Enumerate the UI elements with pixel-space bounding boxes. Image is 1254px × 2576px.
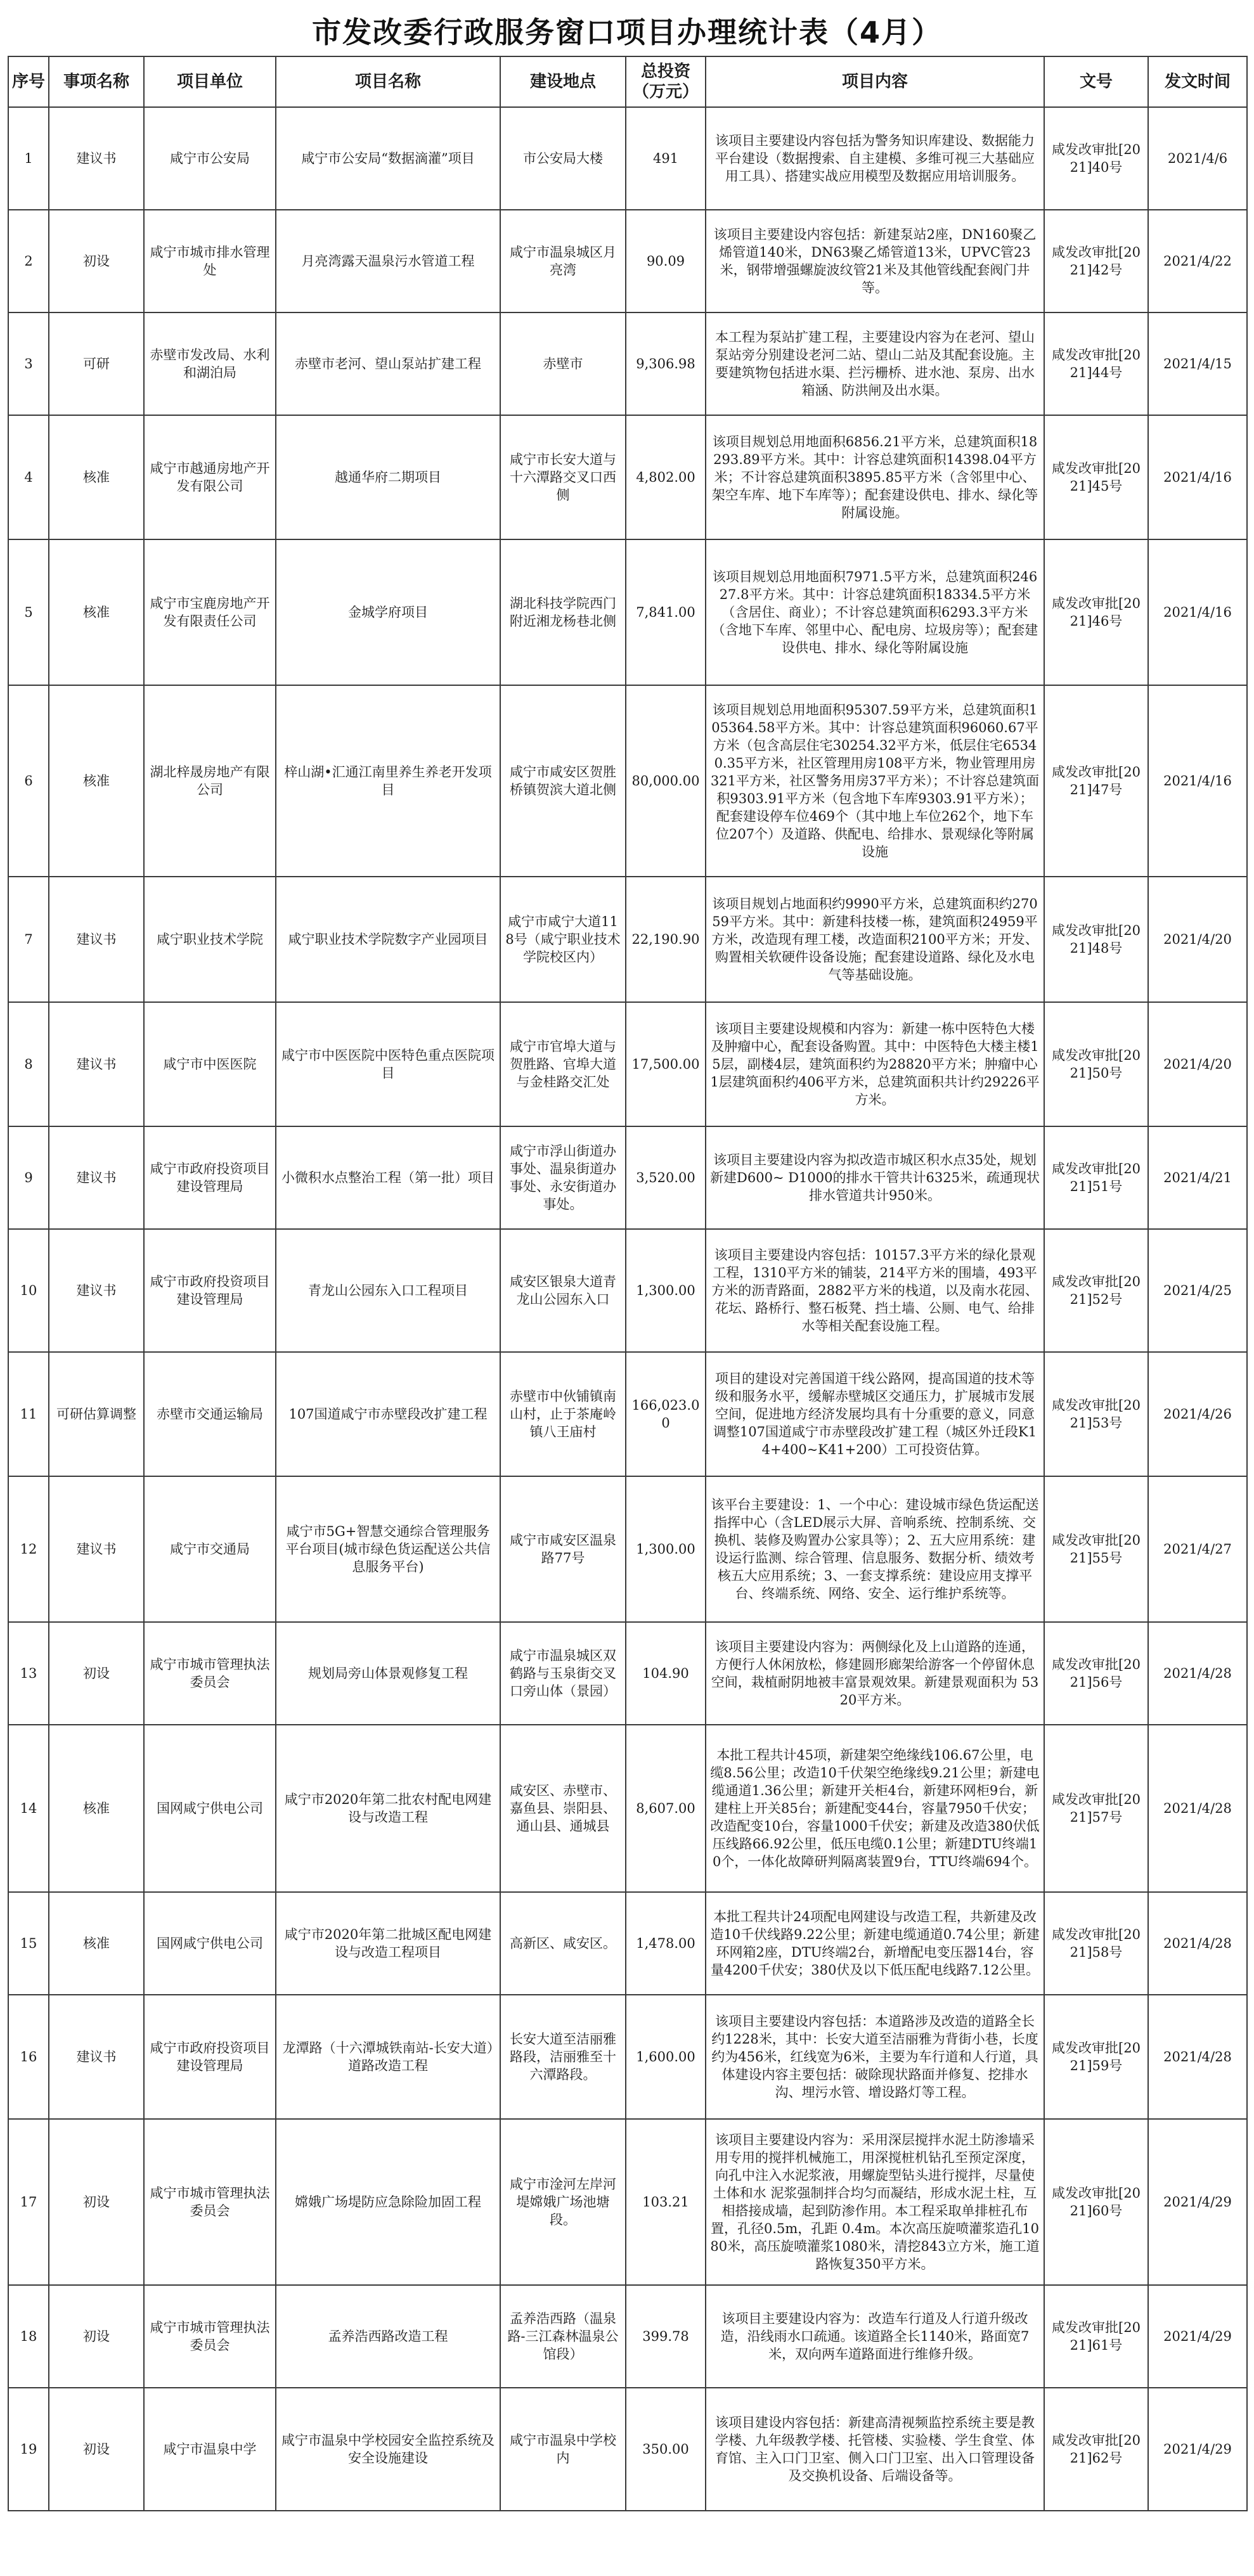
cell-seq: 3	[8, 312, 49, 415]
cell-date: 2021/4/28	[1148, 1995, 1247, 2119]
table-row	[8, 685, 1247, 877]
cell-name: 107国道咸宁市赤壁段改扩建工程	[276, 1352, 500, 1476]
cell-date: 2021/4/16	[1148, 685, 1247, 877]
cell-name: 咸宁市中医医院中医特色重点医院项目	[276, 1002, 500, 1126]
cell-location: 赤壁市中伙铺镇南山村，止于茶庵岭镇八王庙村	[500, 1352, 626, 1476]
cell-seq: 4	[8, 415, 49, 539]
table-row	[8, 1352, 1247, 1476]
cell-content: 该项目主要建设规模和内容为：新建一栋中医特色大楼及肿瘤中心，配套设备购置。其中：中医特色大楼主楼15层，副楼4层，建筑面积约为28820平方米；肿瘤中心1层建筑面积约406平方米，总建筑面积共计约29226平方米。	[706, 1002, 1044, 1126]
cell-date: 2021/4/22	[1148, 210, 1247, 312]
cell-type: 初设	[49, 1622, 144, 1725]
table-row	[8, 2119, 1247, 2285]
cell-doc: 咸发改审批[2021]48号	[1044, 877, 1148, 1002]
cell-name: 青龙山公园东入口工程项目	[276, 1229, 500, 1352]
cell-name: 规划局旁山体景观修复工程	[276, 1622, 500, 1725]
cell-type: 建议书	[49, 107, 144, 210]
cell-unit: 咸宁市温泉中学	[144, 2388, 276, 2511]
col-header-investment: 总投资（万元）	[626, 56, 706, 107]
cell-unit: 国网咸宁供电公司	[144, 1892, 276, 1995]
cell-location: 湖北科技学院西门附近湘龙杨巷北侧	[500, 539, 626, 685]
cell-doc: 咸发改审批[2021]51号	[1044, 1126, 1148, 1229]
cell-doc: 咸发改审批[2021]52号	[1044, 1229, 1148, 1352]
header-row	[8, 56, 1247, 107]
cell-name: 咸宁市5G+智慧交通综合管理服务平台项目(城市绿色货运配送公共信息服务平台)	[276, 1476, 500, 1622]
cell-date: 2021/4/16	[1148, 415, 1247, 539]
cell-doc: 咸发改审批[2021]55号	[1044, 1476, 1148, 1622]
cell-content: 该项目主要建设内容为拟改造市城区积水点35处，规划新建D600~ D1000的排水干管共计6325米，疏通现状排水管道共计950米。	[706, 1126, 1044, 1229]
cell-content: 该平台主要建设：1、一个中心：建设城市绿色货运配送指挥中心（含LED展示大屏、音响系统、控制系统、交换机、装修及购置办公家具等）；2、五大应用系统：建设运行监测、综合管理、信息服务、数据分析、绩效考核五大应用系统；3、一套支撑系统：建设应用支撑平台、终端系统、网络、安全、运行维护系统等。	[706, 1476, 1044, 1622]
col-header-doc: 文号	[1044, 56, 1148, 107]
cell-name: 龙潭路（十六潭城铁南站-长安大道）道路改造工程	[276, 1995, 500, 2119]
cell-name: 孟养浩西路改造工程	[276, 2285, 500, 2388]
cell-date: 2021/4/15	[1148, 312, 1247, 415]
cell-unit: 咸宁市城市排水管理处	[144, 210, 276, 312]
table-row	[8, 1476, 1247, 1622]
cell-unit: 咸宁市中医医院	[144, 1002, 276, 1126]
cell-doc: 咸发改审批[2021]45号	[1044, 415, 1148, 539]
col-header-type: 事项名称	[49, 56, 144, 107]
cell-type: 初设	[49, 2119, 144, 2285]
cell-content: 该项目建设内容包括：新建高清视频监控系统主要是教学楼、九年级教学楼、托管楼、实验楼、学生食堂、体育馆、主入口门卫室、侧入口门卫室、出入口管理设备及交换机设备、后端设备等。	[706, 2388, 1044, 2511]
table-row	[8, 1892, 1247, 1995]
cell-investment: 22,190.90	[626, 877, 706, 1002]
cell-location: 咸宁市浮山街道办事处、温泉街道办事处、永安街道办事处。	[500, 1126, 626, 1229]
cell-investment: 8,607.00	[626, 1725, 706, 1892]
cell-investment: 80,000.00	[626, 685, 706, 877]
cell-unit: 咸宁市宝鹿房地产开发有限责任公司	[144, 539, 276, 685]
cell-unit: 咸宁市政府投资项目建设管理局	[144, 1995, 276, 2119]
cell-seq: 13	[8, 1622, 49, 1725]
cell-doc: 咸发改审批[2021]53号	[1044, 1352, 1148, 1476]
cell-name: 咸宁职业技术学院数字产业园项目	[276, 877, 500, 1002]
cell-seq: 18	[8, 2285, 49, 2388]
table-row	[8, 1622, 1247, 1725]
cell-unit: 咸宁市城市管理执法委员会	[144, 2285, 276, 2388]
cell-date: 2021/4/29	[1148, 2388, 1247, 2511]
col-header-date: 发文时间	[1148, 56, 1247, 107]
cell-doc: 咸发改审批[2021]62号	[1044, 2388, 1148, 2511]
cell-seq: 9	[8, 1126, 49, 1229]
cell-seq: 17	[8, 2119, 49, 2285]
cell-location: 咸宁市淦河左岸河堤嫦娥广场池塘段。	[500, 2119, 626, 2285]
table-row	[8, 415, 1247, 539]
cell-investment: 4,802.00	[626, 415, 706, 539]
cell-type: 核准	[49, 539, 144, 685]
cell-location: 孟养浩西路（温泉路-三江森林温泉公馆段）	[500, 2285, 626, 2388]
cell-type: 可研	[49, 312, 144, 415]
cell-seq: 6	[8, 685, 49, 877]
cell-investment: 104.90	[626, 1622, 706, 1725]
table-row	[8, 210, 1247, 312]
cell-date: 2021/4/28	[1148, 1892, 1247, 1995]
cell-unit: 咸宁市交通局	[144, 1476, 276, 1622]
cell-seq: 19	[8, 2388, 49, 2511]
cell-type: 建议书	[49, 1002, 144, 1126]
cell-type: 建议书	[49, 1126, 144, 1229]
cell-date: 2021/4/20	[1148, 877, 1247, 1002]
cell-type: 建议书	[49, 877, 144, 1002]
cell-name: 咸宁市2020年第二批农村配电网建设与改造工程	[276, 1725, 500, 1892]
cell-unit: 咸宁市越通房地产开发有限公司	[144, 415, 276, 539]
cell-doc: 咸发改审批[2021]57号	[1044, 1725, 1148, 1892]
cell-content: 项目的建设对完善国道干线公路网，提高国道的技术等级和服务水平，缓解赤壁城区交通压力，扩展城市发展空间，促进地方经济发展均具有十分重要的意义，同意调整107国道咸宁市赤壁段改扩建工程（城区外迁段K14+400~K41+200）工可投资估算。	[706, 1352, 1044, 1476]
cell-name: 咸宁市温泉中学校园安全监控系统及安全设施建设	[276, 2388, 500, 2511]
cell-date: 2021/4/26	[1148, 1352, 1247, 1476]
cell-seq: 11	[8, 1352, 49, 1476]
cell-doc: 咸发改审批[2021]61号	[1044, 2285, 1148, 2388]
cell-date: 2021/4/25	[1148, 1229, 1247, 1352]
cell-unit: 湖北梓晟房地产有限公司	[144, 685, 276, 877]
cell-location: 市公安局大楼	[500, 107, 626, 210]
col-header-seq: 序号	[8, 56, 49, 107]
cell-doc: 咸发改审批[2021]42号	[1044, 210, 1148, 312]
cell-location: 咸宁市长安大道与十六潭路交叉口西侧	[500, 415, 626, 539]
cell-investment: 399.78	[626, 2285, 706, 2388]
col-header-content: 项目内容	[706, 56, 1044, 107]
cell-content: 该项目规划总用地面积95307.59平方米，总建筑面积105364.58平方米。其中：计容总建筑面积96060.67平方米（包含高层住宅30254.32平方米，低层住宅65340.35平方米，社区管理用房108平方米，物业管理用房321平方米，社区警务用房37平方米）；不计容总建筑面积9303.91平方米（包含地下车库9303.91平方米）；配套建设停车位469个（其中地上车位262个，地下车位207个）及道路、供配电、给排水、景观绿化等附属设施	[706, 685, 1044, 877]
col-header-unit: 项目单位	[144, 56, 276, 107]
cell-date: 2021/4/29	[1148, 2119, 1247, 2285]
cell-location: 咸宁市咸安区贺胜桥镇贺滨大道北侧	[500, 685, 626, 877]
table-row	[8, 539, 1247, 685]
cell-investment: 9,306.98	[626, 312, 706, 415]
cell-doc: 咸发改审批[2021]40号	[1044, 107, 1148, 210]
cell-name: 嫦娥广场堤防应急除险加固工程	[276, 2119, 500, 2285]
cell-seq: 10	[8, 1229, 49, 1352]
cell-unit: 赤壁市交通运输局	[144, 1352, 276, 1476]
cell-doc: 咸发改审批[2021]59号	[1044, 1995, 1148, 2119]
table-row	[8, 107, 1247, 210]
cell-seq: 14	[8, 1725, 49, 1892]
cell-name: 小微积水点整治工程（第一批）项目	[276, 1126, 500, 1229]
cell-content: 该项目主要建设内容包括为警务知识库建设、数据能力平台建设（数据搜索、自主建模、多维可视三大基础应用工具）、搭建实战应用模型及数据应用培训服务。	[706, 107, 1044, 210]
cell-type: 核准	[49, 1892, 144, 1995]
cell-seq: 12	[8, 1476, 49, 1622]
cell-location: 高新区、咸安区。	[500, 1892, 626, 1995]
cell-location: 赤壁市	[500, 312, 626, 415]
project-table	[8, 56, 1248, 2511]
cell-type: 核准	[49, 415, 144, 539]
cell-type: 核准	[49, 1725, 144, 1892]
cell-location: 咸宁市官埠大道与贺胜路、官埠大道与金桂路交汇处	[500, 1002, 626, 1126]
cell-name: 咸宁市2020年第二批城区配电网建设与改造工程项目	[276, 1892, 500, 1995]
cell-type: 建议书	[49, 1476, 144, 1622]
cell-seq: 7	[8, 877, 49, 1002]
cell-investment: 491	[626, 107, 706, 210]
table-row	[8, 877, 1247, 1002]
cell-unit: 咸宁市政府投资项目建设管理局	[144, 1229, 276, 1352]
cell-doc: 咸发改审批[2021]44号	[1044, 312, 1148, 415]
cell-content: 该项目主要建设内容为：采用深层搅拌水泥土防渗墙采用专用的搅拌机械施工，用深搅桩机钻孔至预定深度，向孔中注入水泥浆液，用螺旋型钻头进行搅拌，尽量使土体和水 泥浆强制拌合均匀而凝结，形成水泥土柱，互相搭接成墙，起到防渗作用。本工程采取单排桩孔布置，孔径0.5m，孔距 0.4m。本次高压旋喷灌浆造孔1080米，高压旋喷灌浆1080米，清挖843立方米，施工道路恢复350平方米。	[706, 2119, 1044, 2285]
cell-investment: 1,300.00	[626, 1229, 706, 1352]
cell-content: 该项目规划总用地面积6856.21平方米，总建筑面积18293.89平方米。其中：计容总建筑面积14398.04平方米；不计容总建筑面积3895.85平方米（含邻里中心、架空车库、地下车库等）；配套建设供电、排水、绿化等附属设施。	[706, 415, 1044, 539]
cell-content: 本批工程共计24项配电网建设与改造工程，共新建及改造10千伏线路9.22公里；新建电缆通道0.74公里；新建环网箱2座，DTU终端2台，新增配电变压器14台，容量4200千伏安；380伏及以下低压配电线路7.12公里。	[706, 1892, 1044, 1995]
cell-investment: 350.00	[626, 2388, 706, 2511]
cell-location: 咸宁市温泉城区双鹤路与玉泉街交叉口旁山体（景园）	[500, 1622, 626, 1725]
col-header-name: 项目名称	[276, 56, 500, 107]
cell-content: 该项目主要建设内容包括：10157.3平方米的绿化景观工程，1310平方米的铺装，214平方米的围墙，493平方米的沥青路面，2882平方米的栈道，以及南水花园、花坛、路桥行、整石板凳、挡土墙、公厕、电气、给排水等相关配套设施工程。	[706, 1229, 1044, 1352]
cell-content: 该项目规划总用地面积7971.5平方米，总建筑面积24627.8平方米。其中：计容总建筑面积18334.5平方米（含居住、商业）；不计容总建筑面积6293.3平方米（含地下车库、邻里中心、配电房、垃圾房等）；配套建设供电、排水、绿化等附属设施	[706, 539, 1044, 685]
cell-date: 2021/4/29	[1148, 2285, 1247, 2388]
cell-investment: 3,520.00	[626, 1126, 706, 1229]
table-row	[8, 312, 1247, 415]
table-row	[8, 1725, 1247, 1892]
cell-type: 核准	[49, 685, 144, 877]
cell-name: 越通华府二期项目	[276, 415, 500, 539]
cell-seq: 2	[8, 210, 49, 312]
cell-content: 该项目主要建设内容包括：新建泵站2座，DN160聚乙烯管道140米，DN63聚乙烯管道13米，UPVC管23米，钢带增强螺旋波纹管21米及其他管线配套阀门井等。	[706, 210, 1044, 312]
cell-doc: 咸发改审批[2021]47号	[1044, 685, 1148, 877]
cell-name: 金城学府项目	[276, 539, 500, 685]
cell-unit: 咸宁市政府投资项目建设管理局	[144, 1126, 276, 1229]
cell-seq: 8	[8, 1002, 49, 1126]
cell-date: 2021/4/20	[1148, 1002, 1247, 1126]
cell-seq: 1	[8, 107, 49, 210]
cell-location: 长安大道至洁丽雅路段，洁丽雅至十六潭路段。	[500, 1995, 626, 2119]
cell-date: 2021/4/16	[1148, 539, 1247, 685]
cell-type: 可研估算调整	[49, 1352, 144, 1476]
cell-content: 该项目主要建设内容包括：本道路涉及改造的道路全长约1228米，其中：长安大道至洁丽雅为背街小巷，长度约为456米，红线宽为6米，主要为车行道和人行道，具体建设内容主要包括：破除现状路面并修复、挖排水沟、埋污水管、增设路灯等工程。	[706, 1995, 1044, 2119]
cell-type: 建议书	[49, 1995, 144, 2119]
cell-doc: 咸发改审批[2021]50号	[1044, 1002, 1148, 1126]
cell-seq: 15	[8, 1892, 49, 1995]
cell-name: 月亮湾露天温泉污水管道工程	[276, 210, 500, 312]
cell-investment: 1,300.00	[626, 1476, 706, 1622]
cell-date: 2021/4/28	[1148, 1725, 1247, 1892]
cell-location: 咸宁市咸安区温泉路77号	[500, 1476, 626, 1622]
cell-unit: 国网咸宁供电公司	[144, 1725, 276, 1892]
cell-type: 初设	[49, 210, 144, 312]
cell-location: 咸宁市温泉城区月亮湾	[500, 210, 626, 312]
cell-name: 咸宁市公安局“数据滴灌”项目	[276, 107, 500, 210]
cell-type: 初设	[49, 2285, 144, 2388]
cell-seq: 5	[8, 539, 49, 685]
page-title: 市发改委行政服务窗口项目办理统计表（4月）	[311, 15, 942, 49]
cell-content: 该项目主要建设内容为：两侧绿化及上山道路的连通，方便行人休闲放松，修建圆形廊架给游客一个停留休息空间，栽植耐阴地被丰富景观效果。新建景观面积为 5320平方米。	[706, 1622, 1044, 1725]
cell-content: 本批工程共计45项，新建架空绝缘线106.67公里，电缆8.56公里；改造10千伏架空绝缘线9.21公里；新建电缆通道1.36公里；新建开关柜4台，新建环网柜9台，新建柱上开关85台；新建配变44台，容量7950千伏安；改造配变10台，容量1000千伏安；新建及改造380伏低压线路66.92公里，低压电缆0.1公里；新建DTU终端10个，一体化故障研判隔离装置9台，TTU终端694个。	[706, 1725, 1044, 1892]
cell-content: 该项目主要建设内容为：改造车行道及人行道升级改造，沿线雨水口疏通。该道路全长1140米，路面宽7米，双向两车道路面进行维修升级。	[706, 2285, 1044, 2388]
cell-investment: 1,478.00	[626, 1892, 706, 1995]
cell-investment: 103.21	[626, 2119, 706, 2285]
cell-date: 2021/4/21	[1148, 1126, 1247, 1229]
cell-location: 咸宁市咸宁大道118号（咸宁职业技术学院校区内）	[500, 877, 626, 1002]
cell-name: 赤壁市老河、望山泵站扩建工程	[276, 312, 500, 415]
cell-location: 咸宁市温泉中学校内	[500, 2388, 626, 2511]
cell-seq: 16	[8, 1995, 49, 2119]
cell-date: 2021/4/6	[1148, 107, 1247, 210]
cell-investment: 7,841.00	[626, 539, 706, 685]
table-row	[8, 2285, 1247, 2388]
cell-investment: 166,023.00	[626, 1352, 706, 1476]
cell-content: 该项目规划占地面积约9990平方米，总建筑面积约27059平方米。其中：新建科技楼一栋，建筑面积24959平方米，改造现有理工楼，改造面积2100平方米；开发、购置相关软硬件设备设施；配套建设道路、绿化及水电气等基础设施。	[706, 877, 1044, 1002]
cell-doc: 咸发改审批[2021]46号	[1044, 539, 1148, 685]
cell-investment: 17,500.00	[626, 1002, 706, 1126]
cell-investment: 90.09	[626, 210, 706, 312]
cell-type: 初设	[49, 2388, 144, 2511]
cell-type: 建议书	[49, 1229, 144, 1352]
cell-investment: 1,600.00	[626, 1995, 706, 2119]
cell-doc: 咸发改审批[2021]56号	[1044, 1622, 1148, 1725]
cell-unit: 咸宁市城市管理执法委员会	[144, 1622, 276, 1725]
table-row	[8, 1002, 1247, 1126]
table-row	[8, 2388, 1247, 2511]
cell-content: 本工程为泵站扩建工程，主要建设内容为在老河、望山泵站旁分别建设老河二站、望山二站及其配套设施。主要建筑物包括进水渠、拦污栅桥、进水池、泵房、出水箱涵、防洪闸及出水渠。	[706, 312, 1044, 415]
cell-unit: 赤壁市发改局、水利和湖泊局	[144, 312, 276, 415]
cell-name: 梓山湖•汇通江南里养生养老开发项目	[276, 685, 500, 877]
table-row	[8, 1229, 1247, 1352]
cell-location: 咸安区、赤壁市、嘉鱼县、崇阳县、通山县、通城县	[500, 1725, 626, 1892]
cell-doc: 咸发改审批[2021]60号	[1044, 2119, 1148, 2285]
cell-date: 2021/4/28	[1148, 1622, 1247, 1725]
cell-location: 咸安区银泉大道青龙山公园东入口	[500, 1229, 626, 1352]
cell-unit: 咸宁市公安局	[144, 107, 276, 210]
table-row	[8, 1995, 1247, 2119]
cell-date: 2021/4/27	[1148, 1476, 1247, 1622]
cell-unit: 咸宁市城市管理执法委员会	[144, 2119, 276, 2285]
cell-unit: 咸宁职业技术学院	[144, 877, 276, 1002]
table-row	[8, 1126, 1247, 1229]
cell-doc: 咸发改审批[2021]58号	[1044, 1892, 1148, 1995]
col-header-location: 建设地点	[500, 56, 626, 107]
